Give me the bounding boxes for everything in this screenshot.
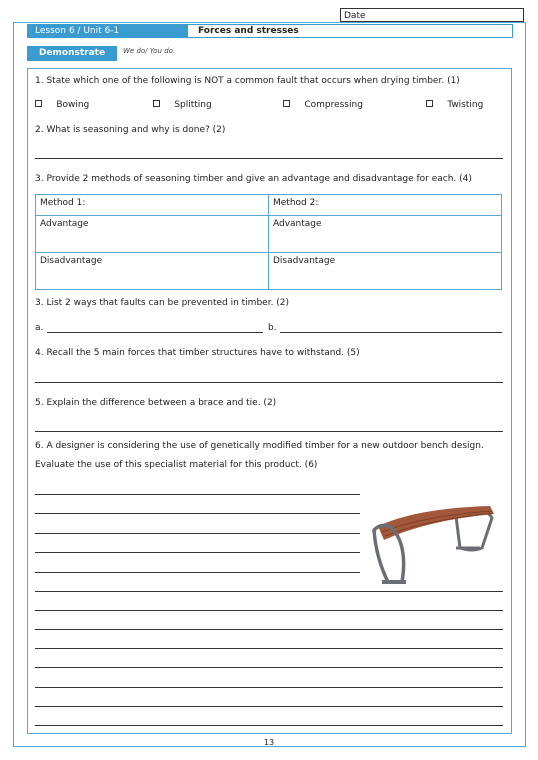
method-1-advantage[interactable]: Advantage — [36, 216, 269, 253]
option-label: Twisting — [447, 100, 484, 110]
answer-line[interactable] — [35, 552, 360, 553]
answer-line[interactable] — [35, 382, 503, 383]
date-label: Date — [344, 11, 366, 21]
option-compressing[interactable] — [283, 100, 363, 110]
checkbox-icon[interactable] — [283, 100, 290, 107]
answer-line[interactable] — [35, 725, 503, 726]
method-1-header[interactable]: Method 1: — [36, 195, 269, 216]
lesson-label: Lesson 6 / Unit 6-1 — [35, 26, 120, 36]
answer-line-b[interactable] — [280, 332, 502, 333]
option-label: Splitting — [174, 100, 212, 110]
option-twisting[interactable] — [426, 100, 483, 110]
answer-line[interactable] — [35, 648, 503, 649]
answer-a-label: a. — [35, 323, 44, 333]
method-2-disadvantage[interactable]: Disadvantage — [269, 253, 502, 290]
page-number: 13 — [263, 738, 275, 747]
bench-image — [368, 500, 498, 590]
question-6: 6. A designer is considering the use of genetically modified timber for a new outdoor bench design. — [35, 441, 484, 451]
option-label: Bowing — [56, 100, 90, 110]
page-title: Forces and stresses — [187, 24, 513, 38]
demonstrate-badge: Demonstrate — [27, 46, 117, 61]
answer-line[interactable] — [35, 572, 360, 573]
lesson-bar — [27, 24, 187, 38]
question-5: 5. Explain the difference between a brace and tie. (2) — [35, 398, 277, 408]
question-1: 1. State which one of the following is NOT a common fault that occurs when drying timber. (1) — [35, 76, 460, 86]
demonstrate-subtitle: We do/ You do. — [123, 47, 176, 55]
question-6-task: Evaluate the use of this specialist material for this product. (6) — [35, 460, 318, 470]
answer-line[interactable] — [35, 591, 503, 592]
method-2-advantage[interactable]: Advantage — [269, 216, 502, 253]
methods-table — [35, 194, 502, 290]
date-field[interactable] — [340, 8, 524, 22]
question-2: 2. What is seasoning and why is done? (2) — [35, 125, 226, 135]
question-4: 4. Recall the 5 main forces that timber structures have to withstand. (5) — [35, 348, 360, 358]
answer-line[interactable] — [35, 629, 503, 630]
question-3: 3. Provide 2 methods of seasoning timber and give an advantage and disadvantage for each. (4) — [35, 174, 472, 184]
answer-line[interactable] — [35, 431, 503, 432]
answer-line[interactable] — [35, 687, 503, 688]
answer-b-label: b. — [268, 323, 277, 333]
answer-line[interactable] — [35, 667, 503, 668]
question-3b: 3. List 2 ways that faults can be prevented in timber. (2) — [35, 298, 290, 308]
checkbox-icon[interactable] — [426, 100, 433, 107]
answer-line[interactable] — [35, 158, 503, 159]
option-label: Compressing — [304, 100, 363, 110]
answer-line[interactable] — [35, 494, 360, 495]
answer-line[interactable] — [35, 533, 360, 534]
method-2-header[interactable]: Method 2: — [269, 195, 502, 216]
answer-line[interactable] — [35, 610, 503, 611]
checkbox-icon[interactable] — [153, 100, 160, 107]
answer-line[interactable] — [35, 706, 503, 707]
method-1-disadvantage[interactable]: Disadvantage — [36, 253, 269, 290]
answer-line-a[interactable] — [47, 332, 263, 333]
option-splitting[interactable] — [153, 100, 212, 110]
answer-line[interactable] — [35, 513, 360, 514]
checkbox-icon[interactable] — [35, 100, 42, 107]
option-bowing[interactable] — [35, 100, 89, 110]
